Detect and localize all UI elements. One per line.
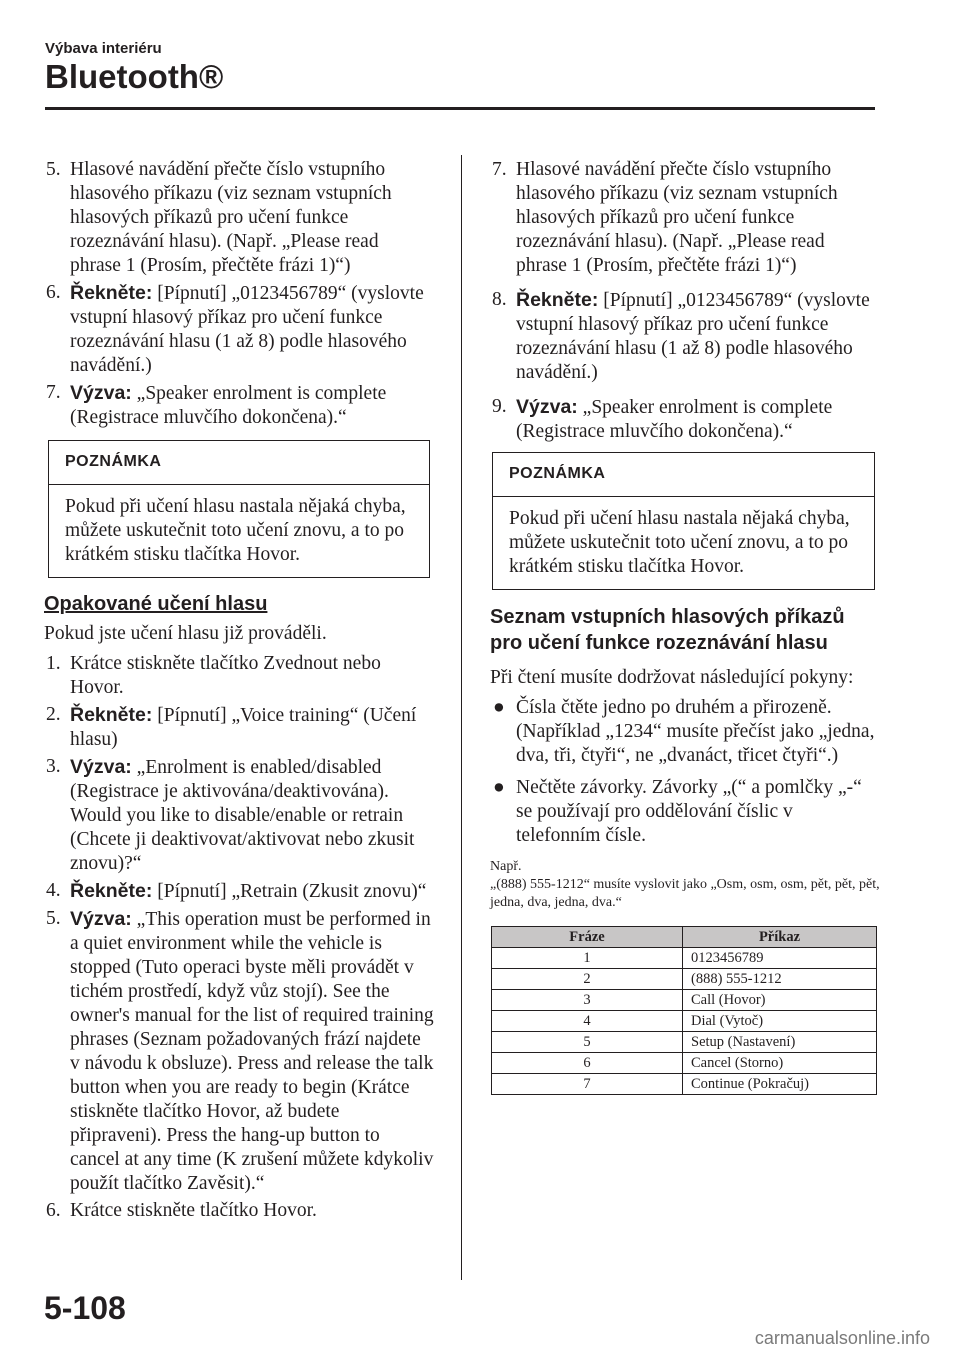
table-cell: Call (Hovor)	[683, 990, 877, 1011]
step-text: Hlasové navádění přečte číslo vstupního hlasového příkazu (viz seznam vstupních hlasových příkazů pro učení funkce rozeznávání hlasu). (Např. „Please read phrase 1 (Prosím, přečtěte frázi 1)“)	[70, 159, 392, 276]
step-item	[44, 158, 434, 278]
note-box	[48, 440, 430, 578]
table-cell: 2	[492, 969, 683, 990]
step-item	[44, 879, 434, 904]
step-text: [Pípnutí] „Voice training“ (Učení hlasu)	[70, 705, 417, 750]
list-heading: Seznam vstupních hlasových příkazů pro učení funkce rozeznávání hlasu	[490, 606, 845, 654]
table-cell: Dial (Vytoč)	[683, 1011, 877, 1032]
step-item	[44, 703, 434, 752]
step-number: 3.	[46, 756, 61, 777]
subheading-retraining: Opakované učení hlasu	[44, 593, 268, 615]
step-label: Řekněte:	[70, 704, 153, 726]
page-number: 5-108	[44, 1290, 126, 1326]
step-item	[44, 652, 434, 700]
step-label: Výzva:	[516, 396, 578, 418]
column-divider	[461, 155, 462, 1280]
step-text: „Enrolment is enabled/disabled (Registrace je aktivována/deaktivována). Would you like to disable/enable or retrain (Chcete ji deaktivovat/aktivovat nebo zkusit znovu)?“	[70, 757, 415, 874]
step-label: Výzva:	[70, 756, 132, 778]
step-item	[44, 1199, 434, 1223]
header-rule	[45, 107, 875, 110]
step-text: Krátce stiskněte tlačítko Hovor.	[70, 1200, 317, 1221]
bullet-text: Nečtěte závorky. Závorky „(“ a pomlčky „-“ se používají pro oddělování číslic v telefonním čísle.	[516, 777, 862, 846]
watermark: carmanualsonline.info	[754, 1328, 930, 1348]
step-item	[44, 755, 434, 876]
chapter-title: Bluetooth®	[45, 58, 224, 95]
step-text: „Speaker enrolment is complete (Registrace mluvčího dokončena).“	[70, 383, 387, 428]
step-text: „This operation must be performed in a quiet environment while the vehicle is stopped (Tuto operaci byste měli provádět v tichém prostředí, když vůz stojí). See the owner's manual for the list of required training phrases (Seznam požadovaných frází najdete v návodu k obsluze). Press and release the talk button when you are ready to begin (Krátce stiskněte tlačítko Hovor, až budete připraveni). Press the hang-up button to cancel at any time (K zrušení můžete kdykoliv použít tlačítko Zavěsit).“	[70, 909, 434, 1194]
intro-text: Pokud jste učení hlasu již prováděli.	[44, 623, 327, 644]
table-cell: (888) 555-1212	[683, 969, 877, 990]
table-row	[492, 1053, 877, 1074]
table-cell: Continue (Pokračuj)	[683, 1074, 877, 1095]
step-label: Řekněte:	[70, 282, 153, 304]
bullet-text: Čísla čtěte jedno po druhém a přirozeně. (Například „1234“ musíte přečíst jako „jedna, dva, tři, čtyři“, ne „dvanáct, třicet čtyři“.)	[516, 697, 875, 766]
table-cell: 3	[492, 990, 683, 1011]
step-number: 6.	[46, 1200, 61, 1221]
table-cell: 7	[492, 1074, 683, 1095]
note-box	[492, 452, 875, 590]
step-number: 5.	[46, 908, 61, 929]
left-column	[44, 158, 434, 1226]
bullet-item	[490, 696, 880, 768]
step-number: 7.	[46, 382, 61, 403]
table-cell: 0123456789	[683, 948, 877, 969]
note-body: Pokud při učení hlasu nastala nějaká chyba, můžete uskutečnit toto učení znovu, a to po krátkém stisku tlačítka Hovor.	[509, 508, 850, 577]
note-title: POZNÁMKA	[493, 453, 874, 497]
note-title: POZNÁMKA	[49, 441, 429, 485]
example-note	[490, 858, 880, 912]
table-cell: 1	[492, 948, 683, 969]
table-row	[492, 1032, 877, 1053]
table-cell: Cancel (Storno)	[683, 1053, 877, 1074]
note-body: Pokud při učení hlasu nastala nějaká chyba, můžete uskutečnit toto učení znovu, a to po krátkém stisku tlačítka Hovor.	[65, 496, 406, 565]
step-label: Výzva:	[70, 908, 132, 930]
step-label: Řekněte:	[70, 880, 153, 902]
step-number: 8.	[492, 289, 507, 310]
step-text: [Pípnutí] „Retrain (Zkusit znovu)“	[152, 881, 427, 902]
table-header-cell: Příkaz	[683, 927, 877, 948]
bullet-item	[490, 776, 880, 848]
step-label: Řekněte:	[516, 289, 599, 311]
step-number: 9.	[492, 396, 507, 417]
step-item	[490, 158, 880, 278]
right-column	[490, 158, 880, 1095]
table-row	[492, 969, 877, 990]
step-label: Výzva:	[70, 382, 132, 404]
step-item	[490, 395, 880, 444]
table-row	[492, 1011, 877, 1032]
table-header-row	[492, 927, 877, 948]
table-cell: 5	[492, 1032, 683, 1053]
table-header-cell: Fráze	[492, 927, 683, 948]
step-number: 1.	[46, 653, 61, 674]
step-item	[44, 281, 434, 378]
phrase-table	[491, 926, 877, 1095]
table-row	[492, 948, 877, 969]
step-number: 6.	[46, 282, 61, 303]
section-label: Výbava interiéru	[45, 40, 162, 57]
step-number: 7.	[492, 159, 507, 180]
step-text: [Pípnutí] „0123456789“ (vyslovte vstupní hlasový příkaz pro učení funkce rozeznávání hlasu (1 až 8) podle hlasového navádění.)	[70, 283, 424, 376]
table-cell: 4	[492, 1011, 683, 1032]
step-item	[490, 288, 880, 385]
step-number: 4.	[46, 880, 61, 901]
example-text: „(888) 555-1212“ musíte vyslovit jako „Osm, osm, osm, pět, pět, pět, jedna, dva, jedna, dva.“	[490, 877, 880, 910]
step-number: 2.	[46, 704, 61, 725]
step-text: „Speaker enrolment is complete (Registrace mluvčího dokončena).“	[516, 397, 833, 442]
table-cell: 6	[492, 1053, 683, 1074]
step-item	[44, 381, 434, 430]
step-text: [Pípnutí] „0123456789“ (vyslovte vstupní hlasový příkaz pro učení funkce rozeznávání hlasu (1 až 8) podle hlasového navádění.)	[516, 290, 870, 383]
step-item	[44, 907, 434, 1196]
bullet-icon: ●	[493, 697, 505, 718]
example-label: Např.	[490, 859, 522, 874]
bullet-icon: ●	[493, 777, 505, 798]
intro-text: Při čtení musíte dodržovat následující pokyny:	[490, 667, 854, 688]
step-number: 5.	[46, 159, 61, 180]
step-text: Hlasové navádění přečte číslo vstupního hlasového příkazu (viz seznam vstupních hlasových příkazů pro učení funkce rozeznávání hlasu). (Např. „Please read phrase 1 (Prosím, přečtěte frázi 1)“)	[516, 159, 838, 276]
table-cell: Setup (Nastavení)	[683, 1032, 877, 1053]
step-text: Krátce stiskněte tlačítko Zvednout nebo Hovor.	[70, 653, 381, 698]
table-row	[492, 990, 877, 1011]
table-row	[492, 1074, 877, 1095]
